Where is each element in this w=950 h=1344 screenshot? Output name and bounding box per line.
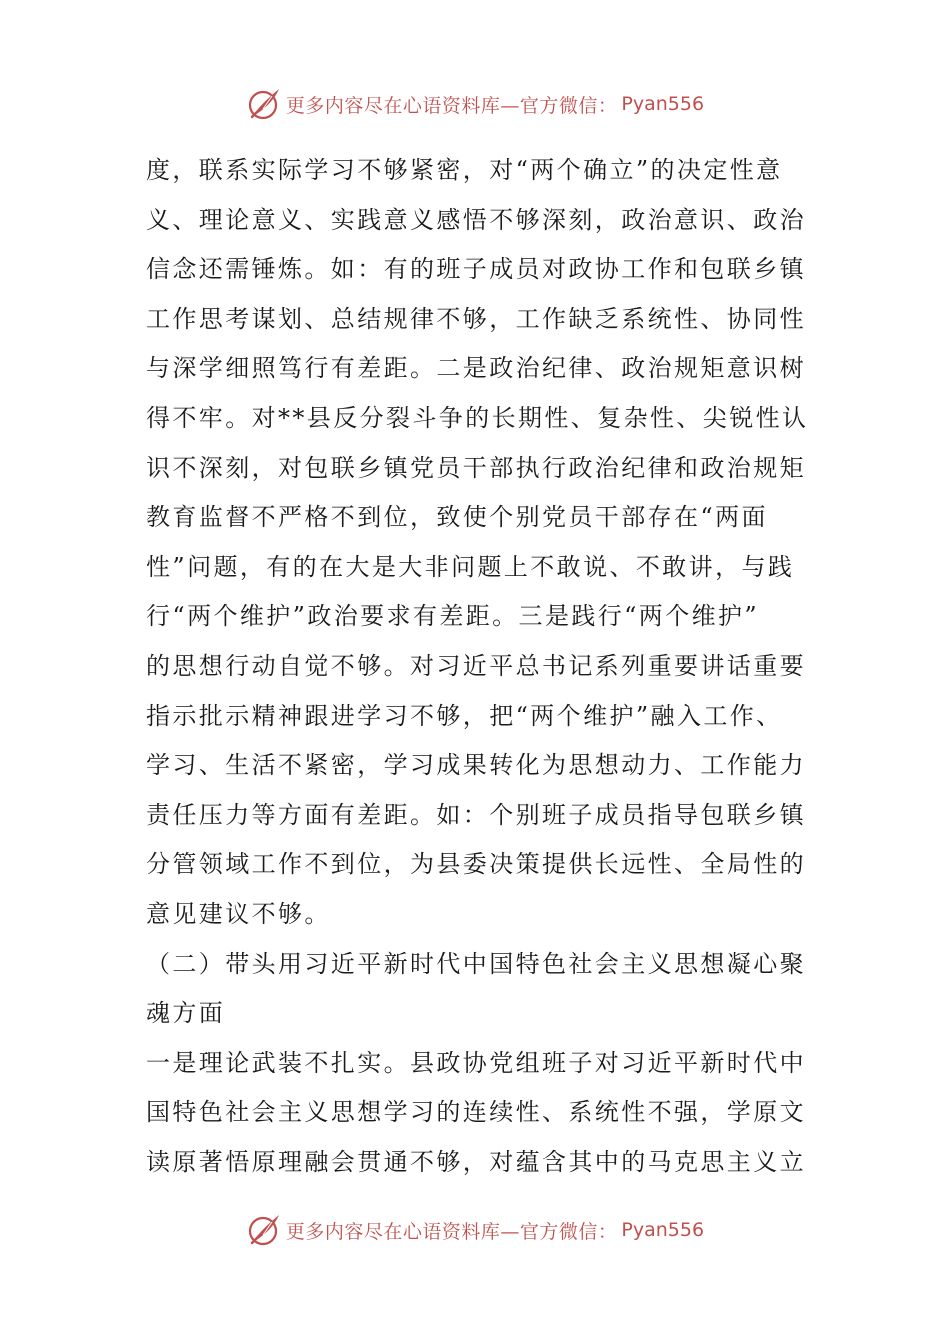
banner-text: 更多内容尽在心语资料库—官方微信： [285, 1220, 618, 1243]
footer-watermark-banner [0, 1210, 950, 1250]
text-line: 信念还需锤炼。如：有的班子成员对政协工作和包联乡镇 [146, 255, 806, 284]
text-line: 教育监督不严格不到位，致使个别党员干部存在“两面 [146, 503, 768, 532]
text-line: 指示批示精神跟进学习不够，把“两个维护”融入工作、 [146, 701, 783, 730]
section-heading-line: （二）带头用习近平新时代中国特色社会主义思想凝心聚 [146, 949, 806, 978]
quill-pen-logo-icon [246, 1212, 282, 1248]
text-line: 学习、生活不紧密，学习成果转化为思想动力、工作能力 [146, 751, 806, 780]
text-line: 一是理论武装不扎实。县政协党组班子对习近平新时代中 [146, 1048, 806, 1077]
text-line: 义、理论意义、实践意义感悟不够深刻，政治意识、政治 [146, 205, 806, 234]
text-line: 工作思考谋划、总结规律不够，工作缺乏系统性、协同性 [146, 304, 806, 333]
banner-text: 更多内容尽在心语资料库—官方微信： [285, 94, 618, 117]
text-line: 读原著悟原理融会贯通不够，对蕴含其中的马克思主义立 [146, 1147, 806, 1176]
banner-wechat-id: Pyan556 [621, 93, 705, 115]
header-watermark-banner [0, 84, 950, 124]
text-line: 国特色社会主义思想学习的连续性、系统性不强，学原文 [146, 1098, 806, 1127]
text-line: 与深学细照笃行有差距。二是政治纪律、政治规矩意识树 [146, 354, 806, 383]
text-line: 意见建议不够。 [146, 899, 331, 928]
text-line: 分管领域工作不到位，为县委决策提供长远性、全局性的 [146, 850, 806, 879]
banner-wechat-id: Pyan556 [621, 1219, 705, 1241]
text-line: 得不牢。对**县反分裂斗争的长期性、复杂性、尖锐性认 [146, 403, 809, 432]
text-line: 行“两个维护”政治要求有差距。三是践行“两个维护” [146, 602, 760, 631]
text-line: 识不深刻，对包联乡镇党员干部执行政治纪律和政治规矩 [146, 453, 806, 482]
text-line: 度，联系实际学习不够紧密，对“两个确立”的决定性意 [146, 156, 783, 184]
text-line: 责任压力等方面有差距。如：个别班子成员指导包联乡镇 [146, 800, 806, 829]
text-line: 的思想行动自觉不够。对习近平总书记系列重要讲话重要 [146, 651, 806, 680]
text-line: 性”问题，有的在大是大非问题上不敢说、不敢讲，与践 [146, 552, 795, 581]
quill-pen-logo-icon [246, 86, 282, 122]
section-heading-line: 魂方面 [146, 999, 226, 1028]
document-body [146, 146, 810, 1187]
